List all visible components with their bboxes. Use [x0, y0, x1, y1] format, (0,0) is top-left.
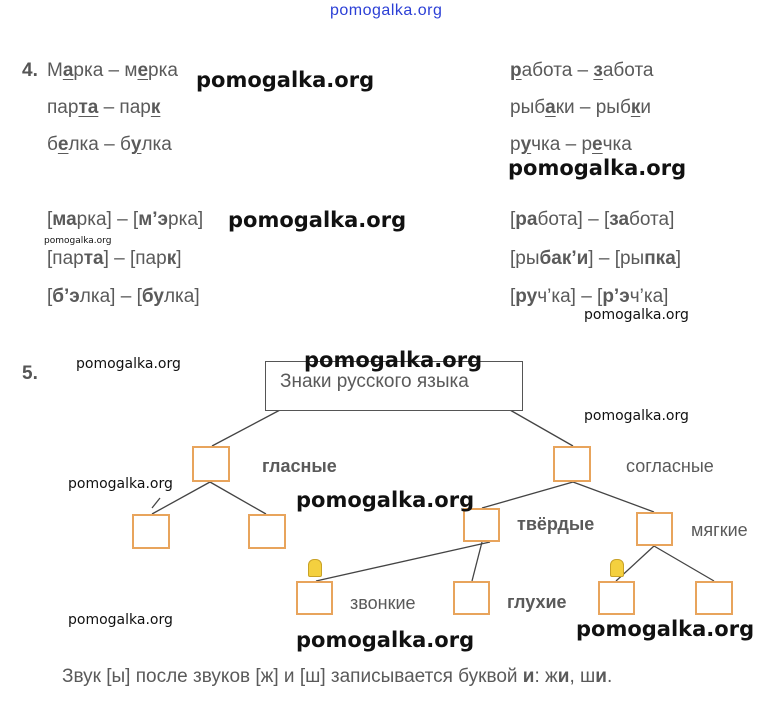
task-5-number: 5.: [22, 363, 38, 384]
watermark-12: pomogalka.org: [296, 628, 475, 652]
watermark-13: pomogalka.org: [576, 617, 755, 641]
watermark-top[interactable]: pomogalka.org: [330, 2, 443, 19]
transcription-5: [рыбак’и] – [рыпка]: [510, 248, 682, 269]
watermark-9: pomogalka.org: [68, 476, 173, 492]
vowels-label: гласные: [262, 456, 337, 476]
voiced-box: [296, 581, 333, 615]
transcription-1: [марка] – [м’эрка]: [47, 209, 204, 230]
word-pair-6: ручка – речка: [510, 134, 632, 155]
voiced-label: звонкие: [350, 593, 416, 613]
hard-label: твёрдые: [517, 514, 595, 534]
watermark-2: pomogalka.org: [508, 156, 687, 180]
soft-box: [636, 512, 673, 546]
lamp-icon: [308, 559, 322, 577]
soft-voiced-box: [598, 581, 635, 615]
consonants-label: согласные: [626, 456, 714, 476]
vowels-box: [192, 446, 230, 482]
voiceless-label: глухие: [507, 592, 567, 612]
watermark-3: pomogalka.org: [228, 208, 407, 232]
watermark-7: pomogalka.org: [76, 356, 181, 372]
watermark-8: pomogalka.org: [584, 408, 689, 424]
task-4-number: 4.: [22, 60, 38, 81]
watermark-6: pomogalka.org: [304, 348, 483, 372]
rule-sentence: Звук [ы] после звуков [ж] и [ш] записывается буквой и: жи, ши.: [62, 666, 613, 687]
hard-box: [463, 508, 500, 542]
transcription-2: [парта] – [парк]: [47, 248, 182, 269]
vowel-box-1: [132, 514, 170, 549]
watermark-4: pomogalka.org: [44, 236, 112, 246]
transcription-3: [б’элка] – [булка]: [47, 286, 200, 307]
soft-voiceless-box: [695, 581, 733, 615]
transcription-4: [работа] – [забота]: [510, 209, 675, 230]
word-pair-3: белка – булка: [47, 134, 172, 155]
watermark-1: pomogalka.org: [196, 68, 375, 92]
watermark-11: pomogalka.org: [68, 612, 173, 628]
lamp-icon-2: [610, 559, 624, 577]
word-pair-1: Марка – мерка: [47, 60, 178, 81]
word-pair-2: парта – парк: [47, 97, 161, 118]
root-label: Знаки русского языка: [280, 371, 469, 392]
transcription-6: [руч’ка] – [р’эч’ка]: [510, 286, 669, 307]
word-pair-4: работа – забота: [510, 60, 654, 81]
word-pair-5: рыбаки – рыбки: [510, 97, 651, 118]
consonants-box: [553, 446, 591, 482]
watermark-10: pomogalka.org: [296, 488, 475, 512]
vowel-box-2: [248, 514, 286, 549]
soft-label: мягкие: [691, 520, 748, 540]
watermark-5: pomogalka.org: [584, 307, 689, 323]
voiceless-box: [453, 581, 490, 615]
